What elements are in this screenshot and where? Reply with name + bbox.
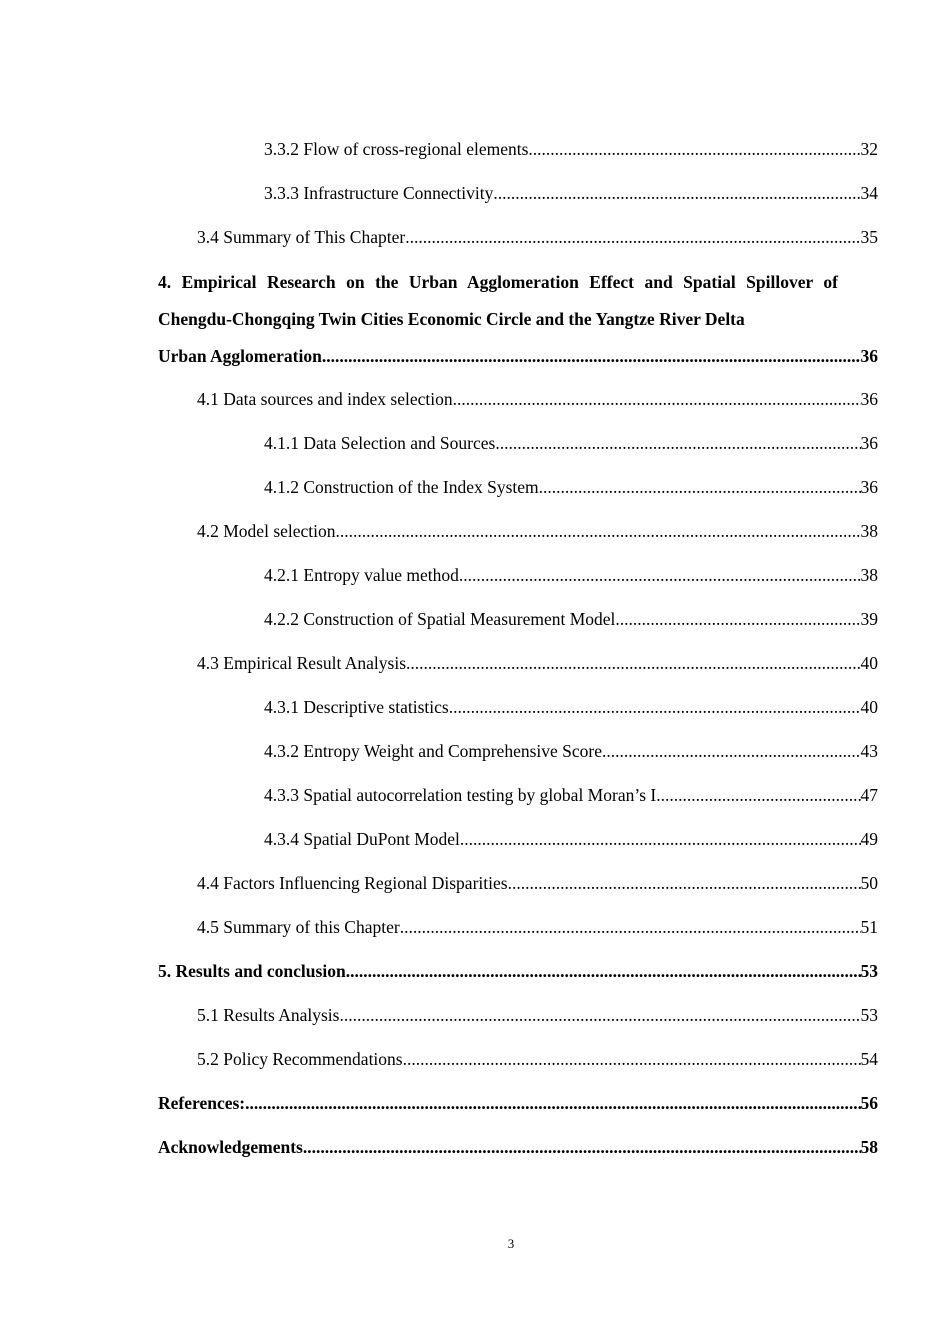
- dot-leader: [459, 558, 861, 592]
- toc-entry-title: 3.3.2 Flow of cross-regional elements: [264, 139, 529, 159]
- toc-entry-page-number: 43: [860, 741, 878, 761]
- toc-entry-4-2-1[interactable]: [158, 558, 878, 602]
- toc-entry-title-line: 4. Empirical Research on the Urban Agglomeration Effect and Spatial Spillover of Chengdu-Chongqing Twin Cities Economic Circle and the Yangtze River Delta: [158, 272, 838, 329]
- toc-entry-3-3-3[interactable]: [158, 176, 878, 220]
- toc-entry-title: 4.3.1 Descriptive statistics: [264, 697, 449, 717]
- toc-entry-page-number: 58: [860, 1137, 878, 1157]
- toc-entry-page-number: 35: [860, 227, 878, 247]
- toc-entry-4-3-2[interactable]: [158, 734, 878, 778]
- toc-entry-page-number: 47: [860, 785, 878, 805]
- toc-entry-title: 5.2 Policy Recommendations: [197, 1049, 403, 1069]
- dot-leader: [403, 1042, 861, 1076]
- toc-entry-page-number: 36: [860, 433, 878, 453]
- toc-entry-page-number: 51: [860, 917, 878, 937]
- toc-entry-page-number: 36: [860, 389, 878, 409]
- toc-entry-title: 4.1 Data sources and index selection: [197, 389, 453, 409]
- toc-entry-title: 4.3.4 Spatial DuPont Model: [264, 829, 460, 849]
- toc-entry-4-2-2[interactable]: [158, 602, 878, 646]
- toc-entry-5-2[interactable]: [158, 1042, 878, 1086]
- dot-leader: [493, 176, 860, 210]
- toc-entry-title: 4.2.1 Entropy value method: [264, 565, 459, 585]
- toc-entry-5-1[interactable]: [158, 998, 878, 1042]
- dot-leader: [336, 514, 861, 548]
- dot-leader: [495, 426, 860, 460]
- toc-entry-title: 3.4 Summary of This Chapter: [197, 227, 406, 247]
- toc-entry-references[interactable]: [158, 1086, 878, 1130]
- toc-entry-page-number: 40: [860, 697, 878, 717]
- dot-leader: [656, 778, 860, 812]
- toc-entry-title: 4.2.2 Construction of Spatial Measurement Model: [264, 609, 616, 629]
- toc-entry-acknowledgements[interactable]: [158, 1130, 878, 1174]
- toc-entry-4-1[interactable]: [158, 382, 878, 426]
- toc-entry-title: 5. Results and conclusion: [158, 961, 346, 981]
- toc-entry-page-number: 40: [860, 653, 878, 673]
- dot-leader: [303, 1130, 861, 1164]
- dot-leader: [528, 132, 860, 166]
- toc-entry-page-number: 36: [860, 477, 878, 497]
- toc-entry-3-3-2[interactable]: [158, 132, 878, 176]
- dot-leader: [405, 220, 860, 254]
- toc-entry-page-number: 49: [860, 829, 878, 849]
- toc-entry-title: References:: [158, 1093, 246, 1113]
- toc-entry-4-3-1[interactable]: [158, 690, 878, 734]
- toc-entry-page-number: 34: [860, 183, 878, 203]
- toc-entry-title: 4.2 Model selection: [197, 521, 336, 541]
- dot-leader: [346, 954, 861, 988]
- dot-leader: [400, 910, 861, 944]
- toc-entry-chapter-5[interactable]: [158, 954, 878, 998]
- toc-entry-title-line: Urban Agglomeration: [158, 346, 322, 366]
- dot-leader: [322, 338, 861, 375]
- toc-entry-page-number: 50: [860, 873, 878, 893]
- dot-leader: [453, 382, 861, 416]
- toc-entry-page-number: 53: [860, 961, 878, 981]
- toc-entry-4-1-2[interactable]: [158, 470, 878, 514]
- toc-entry-3-4[interactable]: [158, 220, 878, 264]
- toc-entry-page-number: 36: [860, 346, 878, 366]
- toc-entry-title: 3.3.3 Infrastructure Connectivity: [264, 183, 494, 203]
- dot-leader: [245, 1086, 860, 1120]
- dot-leader: [406, 646, 860, 680]
- dot-leader: [508, 866, 861, 900]
- toc-entry-4-3-4[interactable]: [158, 822, 878, 866]
- toc-entry-title: 4.3.3 Spatial autocorrelation testing by global Moran’s I: [264, 785, 657, 805]
- dot-leader: [460, 822, 861, 856]
- toc-entry-4-3[interactable]: [158, 646, 878, 690]
- toc-entry-page-number: 38: [860, 565, 878, 585]
- toc-entry-title: Acknowledgements: [158, 1137, 303, 1157]
- dot-leader: [539, 470, 861, 504]
- toc-entry-chapter-4[interactable]: [158, 264, 878, 375]
- toc-entry-title: 4.1.2 Construction of the Index System: [264, 477, 539, 497]
- toc-entry-4-1-1[interactable]: [158, 426, 878, 470]
- toc-entry-4-2[interactable]: [158, 514, 878, 558]
- toc-entry-page-number: 54: [860, 1049, 878, 1069]
- toc-entry-title: 4.5 Summary of this Chapter: [197, 917, 400, 937]
- toc-entry-4-4[interactable]: [158, 866, 878, 910]
- toc-entry-title: 4.3 Empirical Result Analysis: [197, 653, 407, 673]
- toc-entry-title: 5.1 Results Analysis: [197, 1005, 340, 1025]
- dot-leader: [339, 998, 860, 1032]
- toc-entry-page-number: 39: [860, 609, 878, 629]
- toc-entry-page-number: 56: [860, 1093, 878, 1113]
- table-of-contents: [158, 132, 878, 1174]
- toc-entry-title: 4.3.2 Entropy Weight and Comprehensive Score: [264, 741, 602, 761]
- toc-entry-title: 4.1.1 Data Selection and Sources: [264, 433, 496, 453]
- toc-entry-title: 4.4 Factors Influencing Regional Disparities: [197, 873, 508, 893]
- dot-leader: [602, 734, 861, 768]
- toc-entry-page-number: 53: [860, 1005, 878, 1025]
- toc-entry-page-number: 32: [860, 139, 878, 159]
- toc-entry-page-number: 38: [860, 521, 878, 541]
- dot-leader: [615, 602, 860, 636]
- page-number-footer: 3: [507, 1236, 515, 1251]
- dot-leader: [449, 690, 861, 724]
- toc-entry-4-3-3[interactable]: [158, 778, 878, 822]
- toc-entry-4-5[interactable]: [158, 910, 878, 954]
